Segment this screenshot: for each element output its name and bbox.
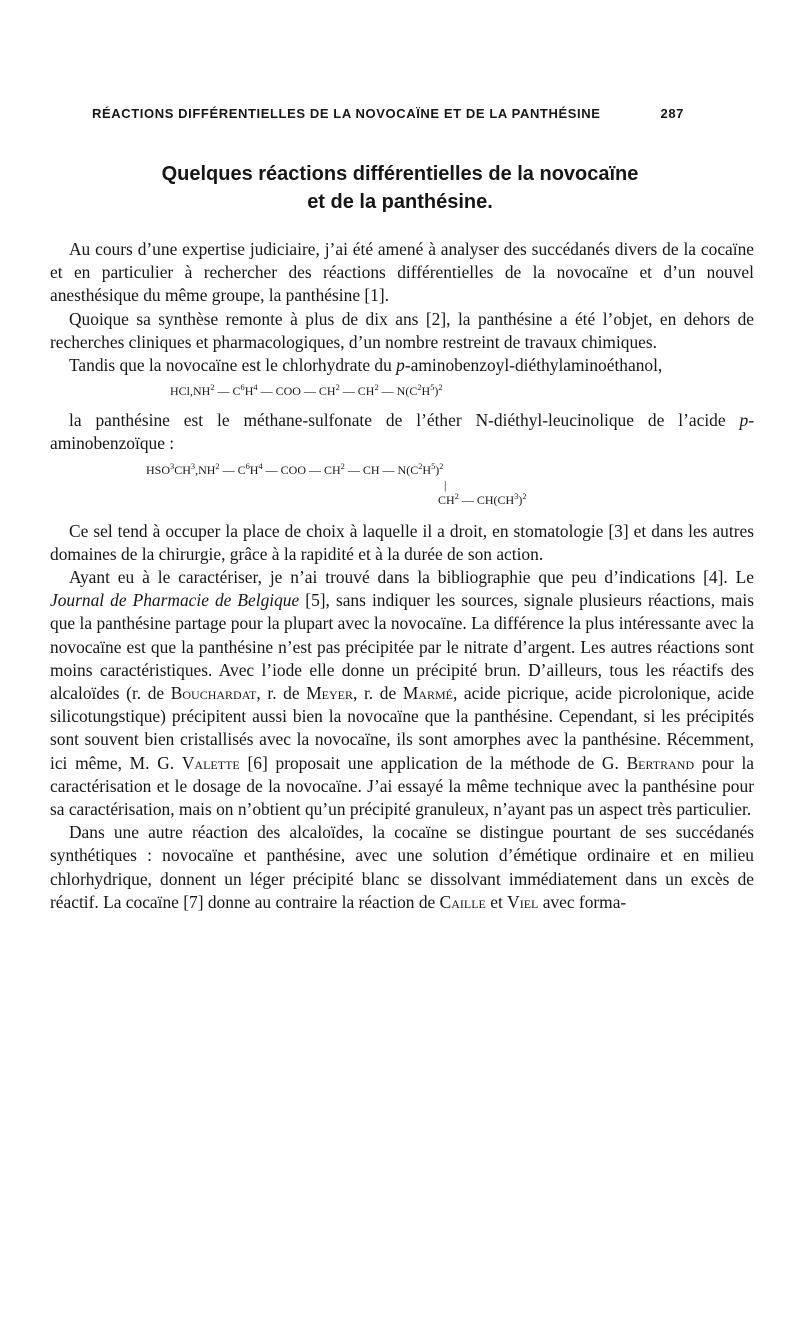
article-body [50,238,754,914]
formula-subscript: 2 [454,491,459,501]
paragraph-7-text: Dans une autre réaction des alcaloïdes, la cocaïne se distingue pourtant de ses succédanés synthétiques : novocaïne et panthésine, avec une solution d’émétique ordinaire et en milieu chlorhydrique, donnent un léger précipité blanc se dissolvant immédiatement dans un excès de réactif. La cocaïne [7] donne au contraire la réaction de [50,822,754,912]
paragraph-7-text: avec forma- [538,891,627,912]
formula-subscript: 2 [215,461,220,471]
formula-subscript: 2 [522,491,527,501]
formula-branch [438,490,754,510]
running-head: RÉACTIONS DIFFÉRENTIELLES DE LA NOVOCAÏNE ET DE LA PANTHÉSINE [92,106,601,121]
formula-subscript: 3 [514,491,519,501]
formula-text: HSO [146,462,171,477]
formula-text: ) [518,492,523,507]
paragraph-4-italic: p [739,410,749,431]
formula-subscript: 2 [210,383,215,393]
journal-title: Journal de Pharmacie de Belgique [50,590,300,611]
paragraph-6-text: , r. de [256,683,307,704]
paragraph-6-text: pour la caractérisation et le dosage de la novocaïne. J’ai essayé la même technique avec la panthésine pour sa caractérisation, mais on n’obtient qu’un précipité granuleux, n’ayant pas un aspect très particulier. [50,752,754,820]
author-name: Valette [181,752,240,773]
formula-text: ) [435,462,440,477]
author-name: Bertrand [626,752,695,773]
formula-text: — CH [339,384,375,399]
article-title [50,160,750,216]
formula-text: CH [438,492,455,507]
page-number: 287 [660,106,684,121]
paragraph-6-text: [6] proposait une application de la méthode de G. [239,752,627,773]
author-name: Meyer [306,683,353,704]
formula-subscript: 2 [438,383,443,393]
paragraph-3 [50,354,754,377]
paragraph-4 [50,409,754,455]
novocaine-formula [170,381,754,401]
formula-text: — C [214,384,241,399]
author-name: Marmé [402,683,453,704]
paragraph-6 [50,566,754,821]
paragraph-4-text-a: la panthésine est le méthane-sulfonate de l’éther N-diéthyl-leucinolique de l’acide [69,410,740,431]
panthesine-formula [146,460,754,510]
paragraph-3-italic: p [396,355,405,376]
formula-text: ) [434,384,439,399]
author-name: Bouchardat [170,683,257,704]
formula-text: H [421,384,431,399]
formula-subscript: 5 [430,383,435,393]
formula-text: — COO — CH [257,384,336,399]
title-line-1: Quelques réactions différentielles de la novocaïne [161,163,639,185]
formula-subscript: 2 [418,461,423,471]
formula-text: — COO — CH [262,462,341,477]
formula-text: — C [219,462,246,477]
author-name: Viel [507,891,539,912]
paragraph-2: Quoique sa synthèse remonte à plus de dix ans [2], la panthésine a été l’objet, en dehors de recherches cliniques et pharmacologiques, d’un nombre restreint de travaux chimiques. [50,308,754,352]
formula-subscript: 3 [170,461,175,471]
title-line-2: et de la panthésine. [307,191,493,213]
formula-text: HCl,NH [170,384,211,399]
author-name: Caille [439,891,486,912]
formula-text: H [249,462,259,477]
paragraph-6-text: , acide picrique, acide picrolonique, acide silicotungstique) précipitent aussi bien la novocaïne que la panthésine. Cependant, si les précipités sont souvent bien cristallisés avec la novocaïne, ils sont amorphes avec la panthésine. Récemment, ici même, M. G. [50,683,755,773]
paragraph-3-text-a: Tandis que la novocaïne est le chlorhydrate du [69,355,397,376]
formula-text: — CH — N(C [344,462,419,477]
formula-text: H [244,384,254,399]
formula-subscript: 2 [439,461,444,471]
formula-branch-bond: | [444,477,447,492]
formula-subscript: 5 [431,461,436,471]
paragraph-7-text: et [485,891,508,912]
formula-subscript: 2 [374,383,379,393]
paragraph-6-text: [5], sans indiquer les sources, signale plusieurs réactions, mais que la panthésine partage pour la plupart avec la novocaïne. La différence la plus intéressante avec la novocaïne est que la panthésine n’est pas précipitée par le nitrate d’argent. Les autres réactions sont moins caractéristiques. Avec l’iode elle donne un précipité brun. D’ailleurs, tous les réactifs des alcaloïdes (r. de [50,590,755,704]
formula-subscript: 6 [245,461,250,471]
paragraph-6-text: , r. de [353,683,403,704]
formula-text: — N(C [378,384,418,399]
formula-subscript: 3 [190,461,196,471]
paragraph-3-text-b: -aminobenzoyl-diéthylaminoéthanol, [404,355,663,376]
paragraph-5: Ce sel tend à occuper la place de choix à laquelle il a droit, en stomatologie [3] et dans les autres domaines de la chirurgie, grâce à la rapidité et à la durée de son action. [50,520,754,564]
formula-text: CH [174,462,191,477]
formula-subscript: 4 [253,383,258,393]
formula-subscript: 6 [240,383,245,393]
formula-text: H [422,462,432,477]
formula-text: — CH(CH [458,492,515,507]
paragraph-6-text: Ayant eu à le caractériser, je n’ai trouvé dans la bibliographie que peu d’indications [4]. Le [69,567,754,588]
formula-text: ,NH [195,462,216,477]
paragraph-1: Au cours d’une expertise judiciaire, j’ai été amené à analyser des succédanés divers de la cocaïne et en particulier à rechercher des réactions différentielles de la novocaïne et d’un nouvel anesthésique du même groupe, la panthésine [1]. [50,239,754,306]
formula-main-chain [146,460,754,480]
formula-subscript: 2 [340,461,345,471]
formula-subscript: 2 [417,383,422,393]
formula-subscript: 4 [258,461,263,471]
paragraph-4-text-b: -aminobenzoïque : [50,410,754,454]
formula-subscript: 2 [335,383,340,393]
paragraph-7 [50,821,754,914]
